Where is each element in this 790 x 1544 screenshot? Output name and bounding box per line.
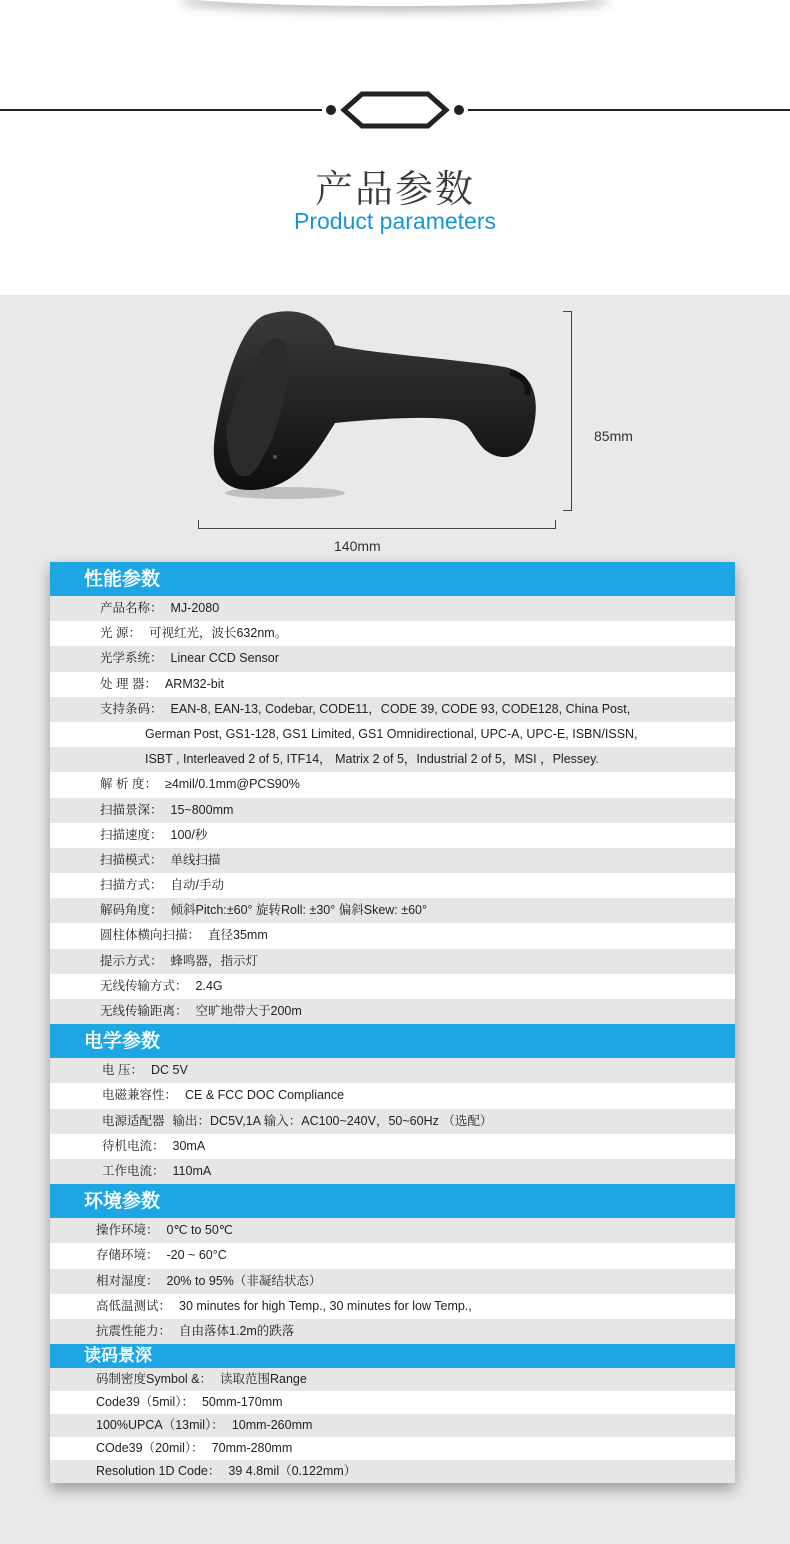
spec-key: 码制密度Symbol &： <box>96 1372 212 1387</box>
spec-key: 提示方式： <box>100 953 163 968</box>
spec-row <box>50 1414 735 1437</box>
spec-value: 可视红光，波长632nm。 <box>148 626 288 641</box>
spec-value: German Post, GS1-128, GS1 Limited, GS1 Omnidirectional, UPC-A, UPC-E, ISBN/ISSN, <box>145 726 638 741</box>
performance-rows <box>50 596 735 1024</box>
section-title-reading: 读码景深 <box>50 1344 735 1368</box>
spec-key: 扫描模式： <box>100 852 163 867</box>
height-dimension-line <box>563 311 572 511</box>
spec-value: 直径35mm <box>208 928 268 943</box>
spec-row <box>50 1159 735 1184</box>
environment-rows <box>50 1218 735 1344</box>
spec-row <box>50 898 735 923</box>
spec-key: 产品名称： <box>100 601 163 615</box>
spec-panel <box>50 562 735 1483</box>
spec-row <box>50 999 735 1024</box>
spec-value: 70mm-280mm <box>211 1441 293 1456</box>
section-title-electrical: 电学参数 <box>50 1024 735 1058</box>
spec-key: 工作电流： <box>102 1163 165 1178</box>
spec-key: 电源适配器 <box>102 1113 165 1128</box>
spec-value: 自动/手动 <box>170 878 224 893</box>
spec-row <box>50 1294 735 1319</box>
spec-value: DC 5V <box>150 1063 188 1078</box>
spec-key: 存储环境： <box>96 1248 159 1263</box>
spec-key: 扫描方式： <box>100 878 163 893</box>
spec-value: 20% to 95%（非凝结状态） <box>166 1273 322 1288</box>
spec-key: 解码角度： <box>100 903 163 918</box>
barcode-scanner-image <box>205 305 550 500</box>
spec-row <box>50 596 735 621</box>
spec-value: 110mA <box>172 1163 212 1178</box>
spec-value: -20 ~ 60°C <box>166 1248 227 1263</box>
spec-key: 圆柱体横向扫描： <box>100 928 201 943</box>
width-dimension-line <box>198 520 556 529</box>
spec-key: 支持条码： <box>100 701 163 716</box>
spec-key: 光 源： <box>100 626 141 641</box>
section-title-performance: 性能参数 <box>50 562 735 596</box>
spec-value: 15~800mm <box>170 802 234 817</box>
spec-row <box>50 1058 735 1083</box>
spec-value: CE & FCC DOC Compliance <box>185 1088 345 1103</box>
spec-value: ISBT , Interleaved 2 of 5, ITF14， Matrix 2 of 5，Industrial 2 of 5，MSI ，Plessey. <box>145 752 599 767</box>
spec-row <box>50 697 735 722</box>
page-title-cn: 产品参数 <box>314 167 475 211</box>
spec-row <box>50 1134 735 1159</box>
spec-row <box>50 672 735 697</box>
spec-value: 倾斜Pitch:±60° 旋转Roll: ±30° 偏斜Skew: ±60° <box>170 903 428 918</box>
spec-row <box>50 722 735 747</box>
spec-value: ARM32-bit <box>164 676 224 691</box>
spec-value: 10mm-260mm <box>231 1418 313 1433</box>
spec-value: EAN-8, EAN-13, Codebar, CODE11，CODE 39, CODE 93, CODE128, China Post, <box>170 701 631 716</box>
spec-key: 抗震性能力： <box>96 1323 172 1338</box>
spec-value: 30mA <box>172 1138 206 1153</box>
spec-row <box>50 848 735 873</box>
page-title-en: Product parameters <box>294 208 496 234</box>
spec-row <box>50 1460 735 1483</box>
spec-value: 空旷地带大于200m <box>195 1004 302 1018</box>
spec-row <box>50 1109 735 1134</box>
spec-value: 输出：DC5V,1A 输入：AC100~240V，50~60Hz （选配） <box>172 1113 493 1128</box>
spec-key: 处 理 器： <box>100 676 157 691</box>
spec-value: 50mm-170mm <box>201 1395 283 1410</box>
spec-row <box>50 646 735 671</box>
divider-ornament <box>0 90 790 130</box>
spec-value: 39 4.8mil（0.122mm） <box>228 1464 357 1479</box>
spec-key: 解 析 度： <box>100 777 157 792</box>
spec-row <box>50 1368 735 1391</box>
spec-key: 100%UPCA（13mil）： <box>96 1418 224 1433</box>
spec-row <box>50 747 735 772</box>
spec-row <box>50 621 735 646</box>
spec-row <box>50 798 735 823</box>
spec-row <box>50 1218 735 1243</box>
spec-key: 光学系统： <box>100 651 163 666</box>
reading-rows <box>50 1368 735 1483</box>
spec-value: 自由落体1.2m的跌落 <box>179 1323 295 1338</box>
spec-value: 蜂鸣器，指示灯 <box>170 953 259 968</box>
spec-row <box>50 1083 735 1108</box>
spec-row <box>50 1319 735 1344</box>
top-shadow-decoration <box>180 0 610 6</box>
spec-key: 操作环境： <box>96 1223 159 1238</box>
spec-key: 无线传输方式： <box>100 978 188 993</box>
spec-key: 电磁兼容性： <box>102 1088 178 1103</box>
spec-row <box>50 923 735 948</box>
spec-key: Resolution 1D Code： <box>96 1464 221 1479</box>
spec-value: 0℃ to 50℃ <box>166 1223 233 1238</box>
spec-key: 电 压： <box>102 1063 143 1078</box>
spec-key: 扫描速度： <box>100 827 163 842</box>
spec-key: Code39（5mil）： <box>96 1395 194 1410</box>
spec-value: 2.4G <box>195 978 223 993</box>
spec-row <box>50 1269 735 1294</box>
spec-key: COde39（20mil）： <box>96 1441 204 1456</box>
spec-value: Linear CCD Sensor <box>170 651 279 666</box>
spec-value: 100/秒 <box>170 827 208 842</box>
spec-value: ≥4mil/0.1mm@PCS90% <box>164 777 300 792</box>
spec-value: MJ-2080 <box>170 601 220 615</box>
spec-key: 扫描景深： <box>100 802 163 817</box>
spec-row <box>50 772 735 797</box>
spec-key: 高低温测试： <box>96 1298 172 1313</box>
spec-row <box>50 1437 735 1460</box>
spec-row <box>50 974 735 999</box>
spec-key: 无线传输距离： <box>100 1004 188 1018</box>
section-title-environment: 环境参数 <box>50 1184 735 1218</box>
spec-row <box>50 949 735 974</box>
width-label: 140mm <box>334 538 381 554</box>
spec-value: 单线扫描 <box>170 852 221 867</box>
spec-key: 相对湿度： <box>96 1273 159 1288</box>
spec-row <box>50 873 735 898</box>
spec-row <box>50 1391 735 1414</box>
spec-value: 30 minutes for high Temp., 30 minutes for low Temp., <box>179 1298 472 1313</box>
spec-row <box>50 823 735 848</box>
electrical-rows <box>50 1058 735 1184</box>
spec-row <box>50 1243 735 1268</box>
spec-value: 读取范围Range <box>220 1372 307 1387</box>
spec-key: 待机电流： <box>102 1138 165 1153</box>
height-label: 85mm <box>594 428 633 444</box>
